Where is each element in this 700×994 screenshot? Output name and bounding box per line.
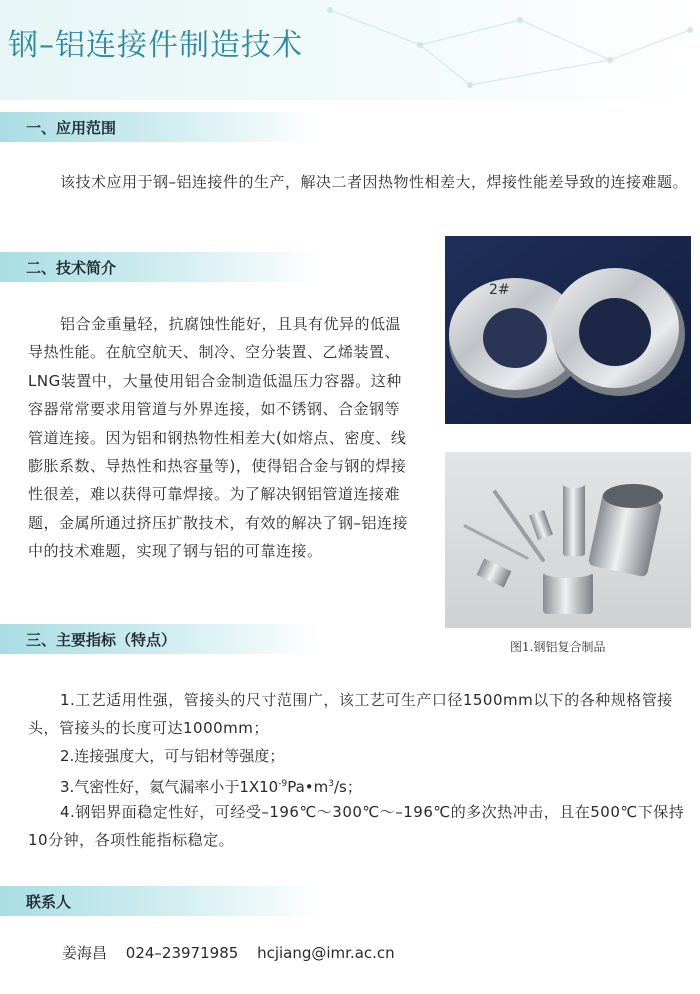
page-title: 钢–铝连接件制造技术 <box>8 28 303 63</box>
section-heading-application <box>0 112 320 142</box>
connectors-image <box>445 452 691 628</box>
contact-name: 姜海昌 <box>62 944 108 962</box>
intro-text: 铝合金重量轻，抗腐蚀性能好，且具有优异的低温导热性能。在航空航天、制冷、空分装置、乙烯装置、LNG装置中，大量使用铝合金制造低温压力容器。这种容器常常要求用管道与外界连接，如不锈钢、合金钢等管道连接。因为铝和钢热物性相差大(如熔点、密度、线膨胀系数、导热性和热容量等)，使得铝合金与钢的焊接性很差，难以获得可靠焊接。为了解决钢铝管道连接难题，金属所通过挤压扩散技术，有效的解决了钢–铝连接中的技术难题，实现了钢与铝的可靠连接。 <box>28 315 409 561</box>
application-text: 该技术应用于钢–铝连接件的生产，解决二者因热物性相差大，焊接性能差导致的连接难题。 <box>60 173 689 191</box>
photo-rings <box>445 236 691 424</box>
item3-suffix: /s； <box>333 778 362 796</box>
contact-email[interactable]: hcjiang@imr.ac.cn <box>257 944 395 962</box>
item3-unit: Pa•m <box>287 778 329 796</box>
indicator-item-2: 2.连接强度大，可与铝材等强度； <box>60 747 285 765</box>
section-heading-contact <box>0 886 320 916</box>
item3-unit-exponent: 3 <box>328 779 334 789</box>
indicator-item-1: 1.工艺适用性强，管接头的尺寸范围广，该工艺可生产口径1500mm以下的各种规格管接头，管接头的长度可达1000mm； <box>28 691 673 737</box>
section-heading-label: 联系人 <box>26 893 72 911</box>
item3-exponent: -9 <box>278 779 288 789</box>
indicator-item-3 <box>28 770 362 801</box>
photo-connectors <box>445 452 691 628</box>
ring-mark: 2# <box>489 282 510 298</box>
rings-image <box>445 236 691 424</box>
contact-line <box>62 942 409 963</box>
contact-phone: 024–23971985 <box>125 944 239 962</box>
section-heading-indicators <box>0 624 320 654</box>
section-heading-label: 三、主要指标（特点） <box>26 631 177 649</box>
section-heading-label: 二、技术简介 <box>26 259 117 277</box>
figure-caption: 图1.钢铝复合制品 <box>510 640 606 654</box>
section-heading-label: 一、应用范围 <box>26 119 117 137</box>
indicator-item-4: 4.钢铝界面稳定性好，可经受–196℃～300℃～–196℃的多次热冲击，且在500℃下保持10分钟，各项性能指标稳定。 <box>28 803 685 849</box>
item3-prefix: 3.气密性好，氦气漏率小于1X10 <box>60 778 279 796</box>
section-heading-intro <box>0 252 320 282</box>
